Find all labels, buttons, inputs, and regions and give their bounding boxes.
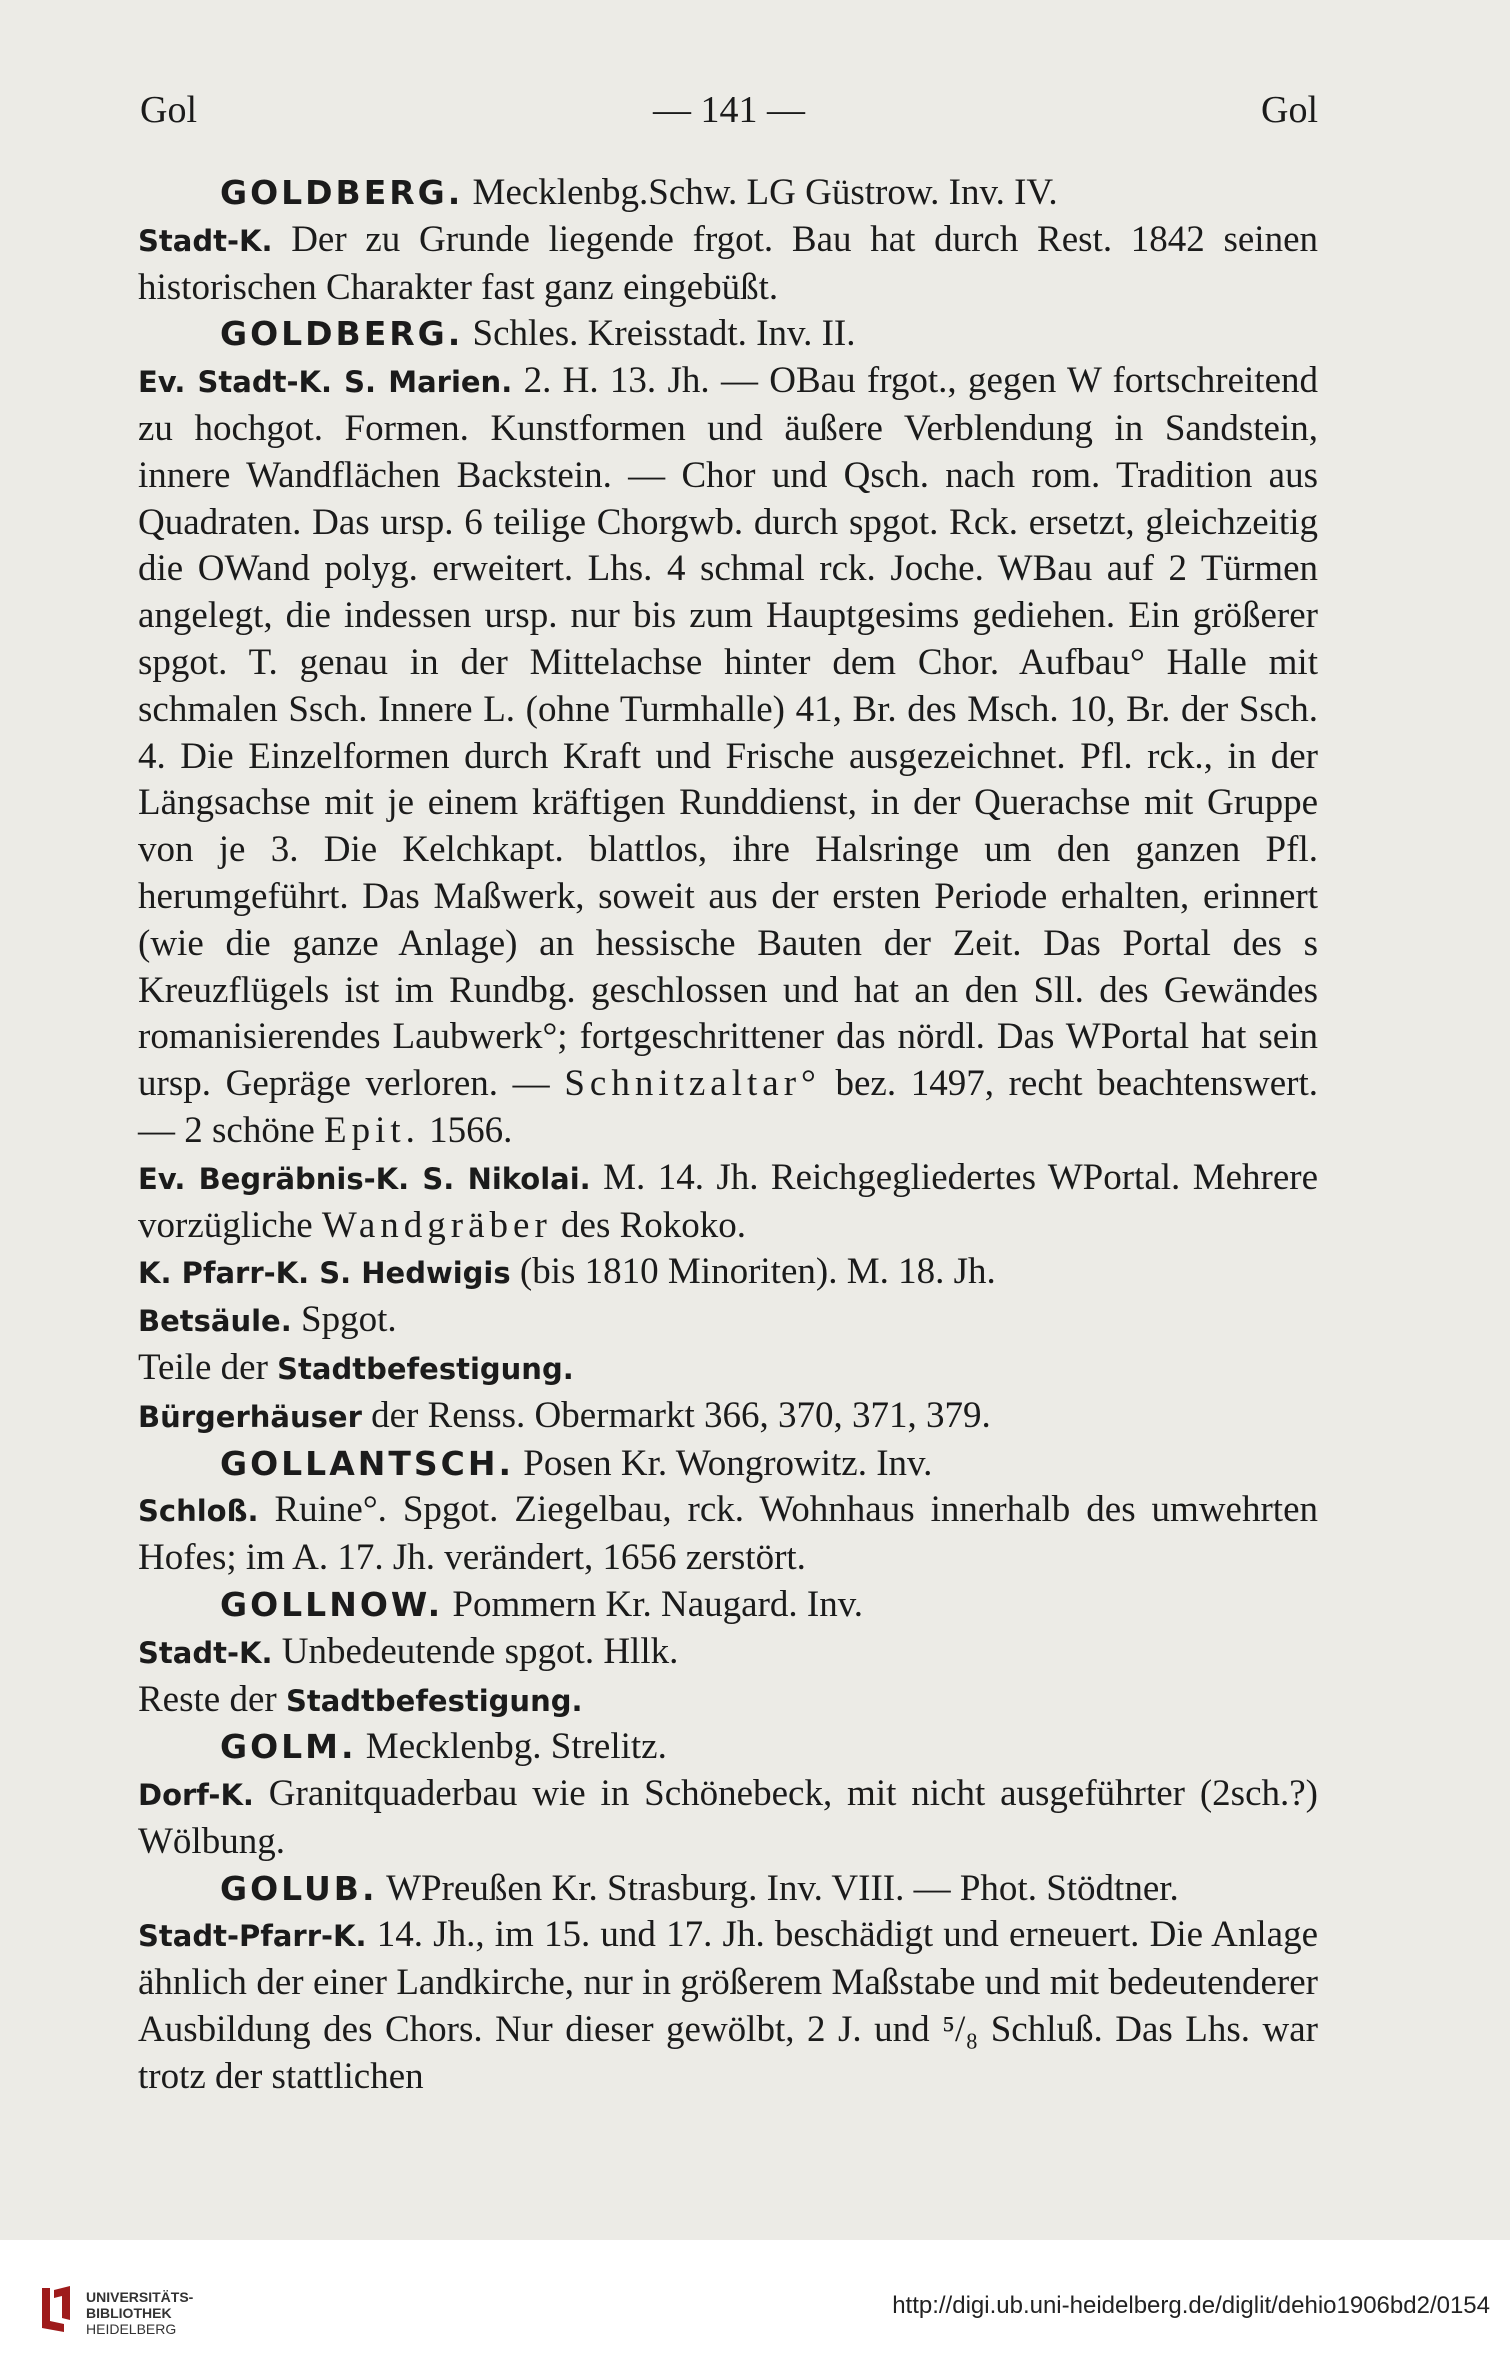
building-entry	[138, 1912, 1318, 2100]
building-entry	[138, 1677, 1318, 1725]
building-label: Stadt-Pfarr-K.	[138, 1919, 367, 1954]
building-label: Schloß.	[138, 1494, 259, 1529]
building-label: Stadtbefestigung.	[277, 1351, 574, 1386]
entry-heading-goldberg-schles	[138, 311, 1318, 358]
building-text: Reste der	[138, 1678, 277, 1720]
spaced-term: Wandgräber	[321, 1204, 552, 1246]
entry-heading-gollnow	[138, 1582, 1318, 1629]
building-text: des Rokoko.	[561, 1204, 747, 1246]
building-text: Granitquaderbau wie in Schönebeck, mit nicht ausgeführter (2sch.?) Wölbung.	[138, 1773, 1318, 1862]
building-entry	[138, 1345, 1318, 1393]
building-label: Bürgerhäuser	[138, 1399, 362, 1434]
entry-heading-golm	[138, 1724, 1318, 1771]
place-name: GOLM.	[220, 1727, 357, 1767]
building-entry	[138, 1487, 1318, 1582]
header-right-keyword: Gol	[1261, 89, 1318, 131]
building-entry	[138, 1629, 1318, 1677]
building-label: Stadtbefestigung.	[285, 1683, 583, 1718]
building-entry	[138, 1155, 1318, 1250]
digitization-footer	[0, 2240, 1510, 2369]
library-name-line: HEIDELBERG	[86, 2321, 177, 2337]
entry-heading-goldberg-meck	[138, 170, 1318, 217]
building-label: K. Pfarr-K. S. Hedwigis	[138, 1256, 511, 1291]
building-text: 14. Jh., im 15. und 17. Jh. beschädigt und erneuert. Die Anlage ähnlich der einer Landkirche, nur in größerem Maßstabe und mit bedeutenderer Ausbildung des Chors. Nur dieser gewölbt, 2 J. und ⁵/₈ Schluß. Das Lhs. war trotz der stattlichen	[138, 1914, 1319, 2097]
library-name-line: UNIVERSITÄTS-	[86, 2289, 194, 2305]
place-location: Posen Kr. Wongrowitz. Inv.	[523, 1442, 933, 1484]
building-label: Ev. Begräbnis-K. S. Nikolai.	[138, 1161, 591, 1196]
place-name: GOLDBERG.	[220, 173, 464, 212]
place-location: Schles. Kreisstadt. Inv. II.	[472, 313, 856, 355]
place-location: WPreußen Kr. Strasburg. Inv. VIII. — Phot. Stödtner.	[386, 1867, 1179, 1909]
place-name: GOLLANTSCH.	[220, 1443, 515, 1483]
library-name-line: BIBLIOTHEK	[86, 2305, 172, 2321]
building-text: 2. H. 13. Jh. — OBau frgot., gegen W fortschreitend zu hochgot. Formen. Kunstformen und äußere Verblendung in Sandstein, innere Wandflächen Backstein. — Chor und Qsch. nach rom. Tradition aus Quadraten. Das ursp. 6 teilige Chorgwb. durch spgot. Rck. ersetzt, gleichzeitig die OWand polyg. erweitert. Lhs. 4 schmal rck. Joche. WBau auf 2 Türmen angelegt, die indessen ursp. nur bis zum Hauptgesims gediehen. Ein größerer spgot. T. genau in der Mittelachse hinter dem Chor. Aufbau° Halle mit schmalen Ssch. Innere L. (ohne Turmhalle) 41, Br. des Msch. 10, Br. der Ssch. 4. Die Einzelformen durch Kraft und Frische ausgezeichnet. Pfl. rck., in der Längsachse mit je einem kräftigen Runddienst, in der Querachse mit Gruppe von je 3. Die Kelchkapt. blattlos, ihre Halsringe um den ganzen Pfl. herumgeführt. Das Maßwerk, soweit aus der ersten Periode erhalten, erinnert (wie die ganze Anlage) an hessische Bauten der Zeit. Das Portal des s Kreuzflügels ist im Rundbg. geschlossen und hat an den Sll. des Gewändes romanisierendes Laubwerk°; fortgeschrittener das nördl. Das WPortal hat sein ursp. Gepräge verloren. —	[138, 360, 1319, 1105]
page-body	[138, 170, 1318, 2101]
building-label: Ev. Stadt-K. S. Marien.	[138, 365, 513, 400]
building-entry	[138, 358, 1318, 1155]
place-name: GOLUB.	[220, 1868, 378, 1908]
building-entry	[138, 1393, 1318, 1441]
building-entry	[138, 217, 1318, 312]
building-label: Dorf-K.	[138, 1778, 254, 1813]
library-name	[86, 2289, 193, 2337]
building-text: (bis 1810 Minoriten). M. 18. Jh.	[519, 1251, 996, 1293]
building-text: Unbedeutende spgot. Hllk.	[281, 1630, 679, 1672]
place-location: Mecklenbg. Strelitz.	[365, 1726, 667, 1768]
building-text: Der zu Grunde liegende frgot. Bau hat durch Rest. 1842 seinen historischen Charakter fast ganz eingebüßt.	[138, 218, 1319, 308]
place-location: Pommern Kr. Naugard. Inv.	[452, 1583, 864, 1625]
page-number: — 141 —	[653, 89, 805, 131]
header-left-keyword: Gol	[140, 89, 197, 131]
building-text: Spgot.	[301, 1299, 397, 1341]
place-name: GOLDBERG.	[220, 314, 464, 354]
entry-heading-golub	[138, 1866, 1318, 1913]
entry-heading-gollantsch	[138, 1441, 1318, 1488]
building-text: bez. 1497, recht beachtenswert. — 2 schöne	[138, 1063, 1319, 1151]
spaced-term: Schnitzaltar°	[564, 1063, 821, 1105]
building-text: Teile der	[138, 1346, 268, 1388]
running-header	[140, 88, 1318, 138]
building-text: M. 14. Jh. Reichgegliedertes WPortal. Mehrere vorzügliche	[138, 1156, 1319, 1246]
building-text: der Renss. Obermarkt 366, 370, 371, 379.	[371, 1394, 991, 1436]
place-name: GOLLNOW.	[220, 1584, 444, 1624]
library-logo-icon	[38, 2284, 74, 2336]
building-text: Ruine°. Spgot. Ziegelbau, rck. Wohnhaus innerhalb des umwehrten Hofes; im A. 17. Jh. verändert, 1656 zerstört.	[138, 1489, 1319, 1579]
building-entry	[138, 1771, 1318, 1866]
building-entry	[138, 1297, 1318, 1345]
building-label: Stadt-K.	[138, 1635, 273, 1670]
building-label: Betsäule.	[138, 1304, 292, 1339]
building-text: 1566.	[429, 1109, 513, 1151]
spaced-term: Epit.	[324, 1109, 420, 1151]
building-label: Stadt-K.	[138, 223, 273, 258]
place-location: Mecklenbg.Schw. LG Güstrow. Inv. IV.	[472, 172, 1058, 213]
permalink-url[interactable]: http://digi.ub.uni-heidelberg.de/diglit/dehio1906bd2/0154	[892, 2292, 1490, 2319]
building-entry	[138, 1249, 1318, 1297]
